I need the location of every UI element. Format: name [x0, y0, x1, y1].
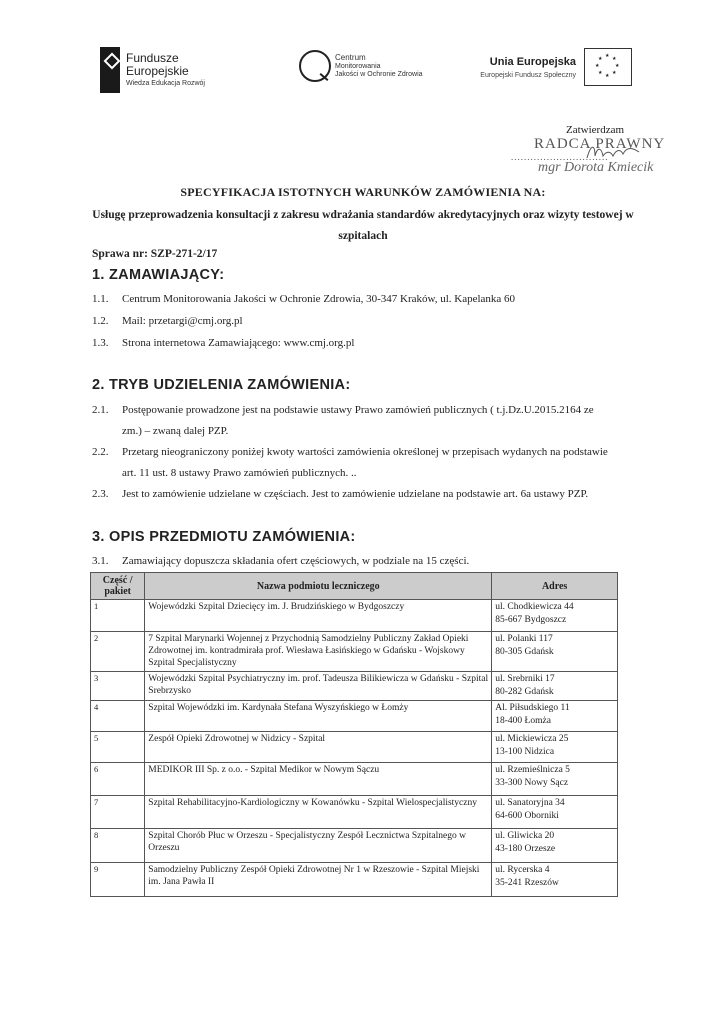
table-row	[91, 763, 618, 796]
cell-name: Szpital Chorób Płuc w Orzeszu - Specjalistyczny Zespół Lecznictwa Szpitalnego w Orzeszu	[145, 829, 492, 863]
section2-heading: 2. TRYB UDZIELENIA ZAMÓWIENIA:	[92, 377, 351, 393]
address-city: 43-180 Orzesze	[495, 844, 556, 854]
table-row	[91, 672, 618, 701]
document-subtitle: Usługę przeprowadzenia konsultacji z zakresu wdrażania standardów akredytacyjnych oraz wizyty testowej w szpitalach	[92, 209, 634, 242]
address-street: ul. Sanatoryjna 34	[495, 798, 565, 808]
item-number: 2.3.	[92, 488, 109, 500]
address-city: 18-400 Łomża	[495, 716, 551, 726]
cell-name: Szpital Wojewódzki im. Kardynała Stefana Wyszyńskiego w Łomży	[145, 701, 492, 732]
address-city: 85-667 Bydgoszcz	[495, 615, 567, 625]
hospitals-table	[90, 572, 618, 897]
table-row	[91, 701, 618, 732]
cmj-logo-line3: Jakości w Ochronie Zdrowia	[335, 71, 423, 78]
table-row	[91, 632, 618, 672]
address-city: 80-282 Gdańsk	[495, 687, 554, 697]
fundusze-europejskie-logo	[100, 47, 240, 95]
cell-address	[492, 632, 618, 672]
address-city: 33-300 Nowy Sącz	[495, 778, 569, 788]
item-number: 1.2.	[92, 315, 109, 327]
col-header-part: Część / pakiet	[91, 573, 145, 600]
address-city: 80-305 Gdańsk	[495, 647, 554, 657]
stamp-name: mgr Dorota Kmiecik	[538, 160, 654, 175]
address-street: ul. Mickiewicza 25	[495, 734, 569, 744]
cell-address	[492, 796, 618, 829]
cell-name: Wojewódzki Szpital Dziecięcy im. J. Brudzińskiego w Bydgoszczy	[145, 600, 492, 632]
col-header-name: Nazwa podmiotu leczniczego	[145, 573, 492, 600]
section3-heading: 3. OPIS PRZEDMIOTU ZAMÓWIENIA:	[92, 529, 356, 545]
cell-part: 1	[91, 600, 145, 632]
cmj-logo-line2: Monitorowania	[335, 63, 381, 70]
table-header-row	[91, 573, 618, 600]
section1-heading: 1. ZAMAWIAJĄCY:	[92, 267, 225, 283]
cell-name: Samodzielny Publiczny Zespół Opieki Zdrowotnej Nr 1 w Rzeszowie - Szpital Miejski im. Jana Pawła II	[145, 863, 492, 897]
item-text-line1: Postępowanie prowadzone jest na podstawie ustawy Prawo zamówień publicznych ( t.j.Dz.U.2015.2164 ze	[122, 404, 594, 416]
cell-part: 9	[91, 863, 145, 897]
table-row	[91, 863, 618, 897]
address-street: ul. Srebrniki 17	[495, 674, 555, 684]
cell-part: 3	[91, 672, 145, 701]
fe-logo-line2: Europejskie	[126, 64, 189, 78]
col-header-address: Adres	[492, 573, 618, 600]
fe-star-icon	[100, 47, 120, 93]
cell-part: 6	[91, 763, 145, 796]
cell-part: 2	[91, 632, 145, 672]
item-number: 2.1.	[92, 404, 109, 416]
cmj-q-icon	[299, 50, 331, 82]
address-city: 35-241 Rzeszów	[495, 878, 559, 888]
cell-address	[492, 701, 618, 732]
item-text-line1: Jest to zamówienie udzielane w częściach. Jest to zamówienie udzielane na podstawie art. 6a ustawy PZP.	[122, 488, 589, 500]
ue-logo-line1: Unia Europejska	[489, 56, 576, 68]
cmj-logo	[299, 50, 439, 92]
cell-name: MEDIKOR III Sp. z o.o. - Szpital Medikor w Nowym Sączu	[145, 763, 492, 796]
item-number: 1.1.	[92, 293, 109, 305]
address-street: ul. Chodkiewicza 44	[495, 602, 574, 612]
stamp-approved: Zatwierdzam	[566, 124, 625, 136]
case-number: Sprawa nr: SZP-271-2/17	[92, 248, 218, 260]
cell-address	[492, 829, 618, 863]
item-text: Mail: przetargi@cmj.org.pl	[122, 315, 243, 327]
item-text: Centrum Monitorowania Jakości w Ochronie Zdrowia, 30-347 Kraków, ul. Kapelanka 60	[122, 293, 516, 305]
address-street: ul. Rzemieślnicza 5	[495, 765, 570, 775]
cell-name: Szpital Rehabilitacyjno-Kardiologiczny w Kowanówku - Szpital Wielospecjalistyczny	[145, 796, 492, 829]
address-city: 64-600 Oborniki	[495, 811, 559, 821]
address-city: 13-100 Nidzica	[495, 747, 555, 757]
item-text-line2: art. 11 ust. 8 ustawy Prawo zamówień publicznych. ..	[122, 467, 357, 479]
address-street: ul. Gliwicka 20	[495, 831, 555, 841]
stamp-dots: ..............................	[511, 152, 609, 162]
eu-flag-icon: ★ ★ ★ ★ ★ ★ ★ ★	[584, 48, 632, 86]
cell-name: Wojewódzki Szpital Psychiatryczny im. prof. Tadeusza Bilikiewicza w Gdańsku - Szpital Srebrzysko	[145, 672, 492, 701]
cell-part: 8	[91, 829, 145, 863]
item-number: 3.1.	[92, 555, 109, 567]
cell-address	[492, 732, 618, 763]
cell-name: 7 Szpital Marynarki Wojennej z Przychodnią Samodzielny Publiczny Zakład Opieki Zdrowotnej im. kontradmirała prof. Wiesława Łasińskiego w Gdańsku - Wojskowy Szpital Specjalistyczny	[145, 632, 492, 672]
cell-part: 4	[91, 701, 145, 732]
unia-europejska-logo	[472, 48, 632, 92]
address-street: ul. Rycerska 4	[495, 865, 550, 875]
ue-logo-line2: Europejski Fundusz Społeczny	[480, 72, 576, 79]
cell-part: 7	[91, 796, 145, 829]
cell-address	[492, 672, 618, 701]
handwritten-signature	[583, 138, 643, 166]
item-text-line2: zm.) – zwaną dalej PZP.	[122, 425, 229, 437]
item-text: Zamawiający dopuszcza składania ofert częściowych, w podziale na 15 części.	[122, 555, 470, 567]
cell-part: 5	[91, 732, 145, 763]
address-street: ul. Polanki 117	[495, 634, 553, 644]
item-text: Strona internetowa Zamawiającego: www.cmj.org.pl	[122, 337, 355, 349]
table-row	[91, 732, 618, 763]
table-row	[91, 600, 618, 632]
item-number: 1.3.	[92, 337, 109, 349]
fe-logo-line3: Wiedza Edukacja Rozwój	[126, 80, 205, 87]
cmj-logo-line1: Centrum	[335, 53, 366, 62]
item-number: 2.2.	[92, 446, 109, 458]
cell-address	[492, 600, 618, 632]
table-row	[91, 829, 618, 863]
address-street: Al. Piłsudskiego 11	[495, 703, 570, 713]
cell-address	[492, 763, 618, 796]
cell-address	[492, 863, 618, 897]
document-title: SPECYFIKACJA ISTOTNYCH WARUNKÓW ZAMÓWIENIA NA:	[180, 185, 546, 199]
cell-name: Zespół Opieki Zdrowotnej w Nidzicy - Szpital	[145, 732, 492, 763]
stamp-role: RADCA PRAWNY	[534, 136, 666, 152]
table-row	[91, 796, 618, 829]
item-text-line1: Przetarg nieograniczony poniżej kwoty wartości zamówienia określonej w przepisach wydanych na podstawie	[122, 446, 608, 458]
fe-logo-line1: Fundusze	[126, 51, 179, 65]
